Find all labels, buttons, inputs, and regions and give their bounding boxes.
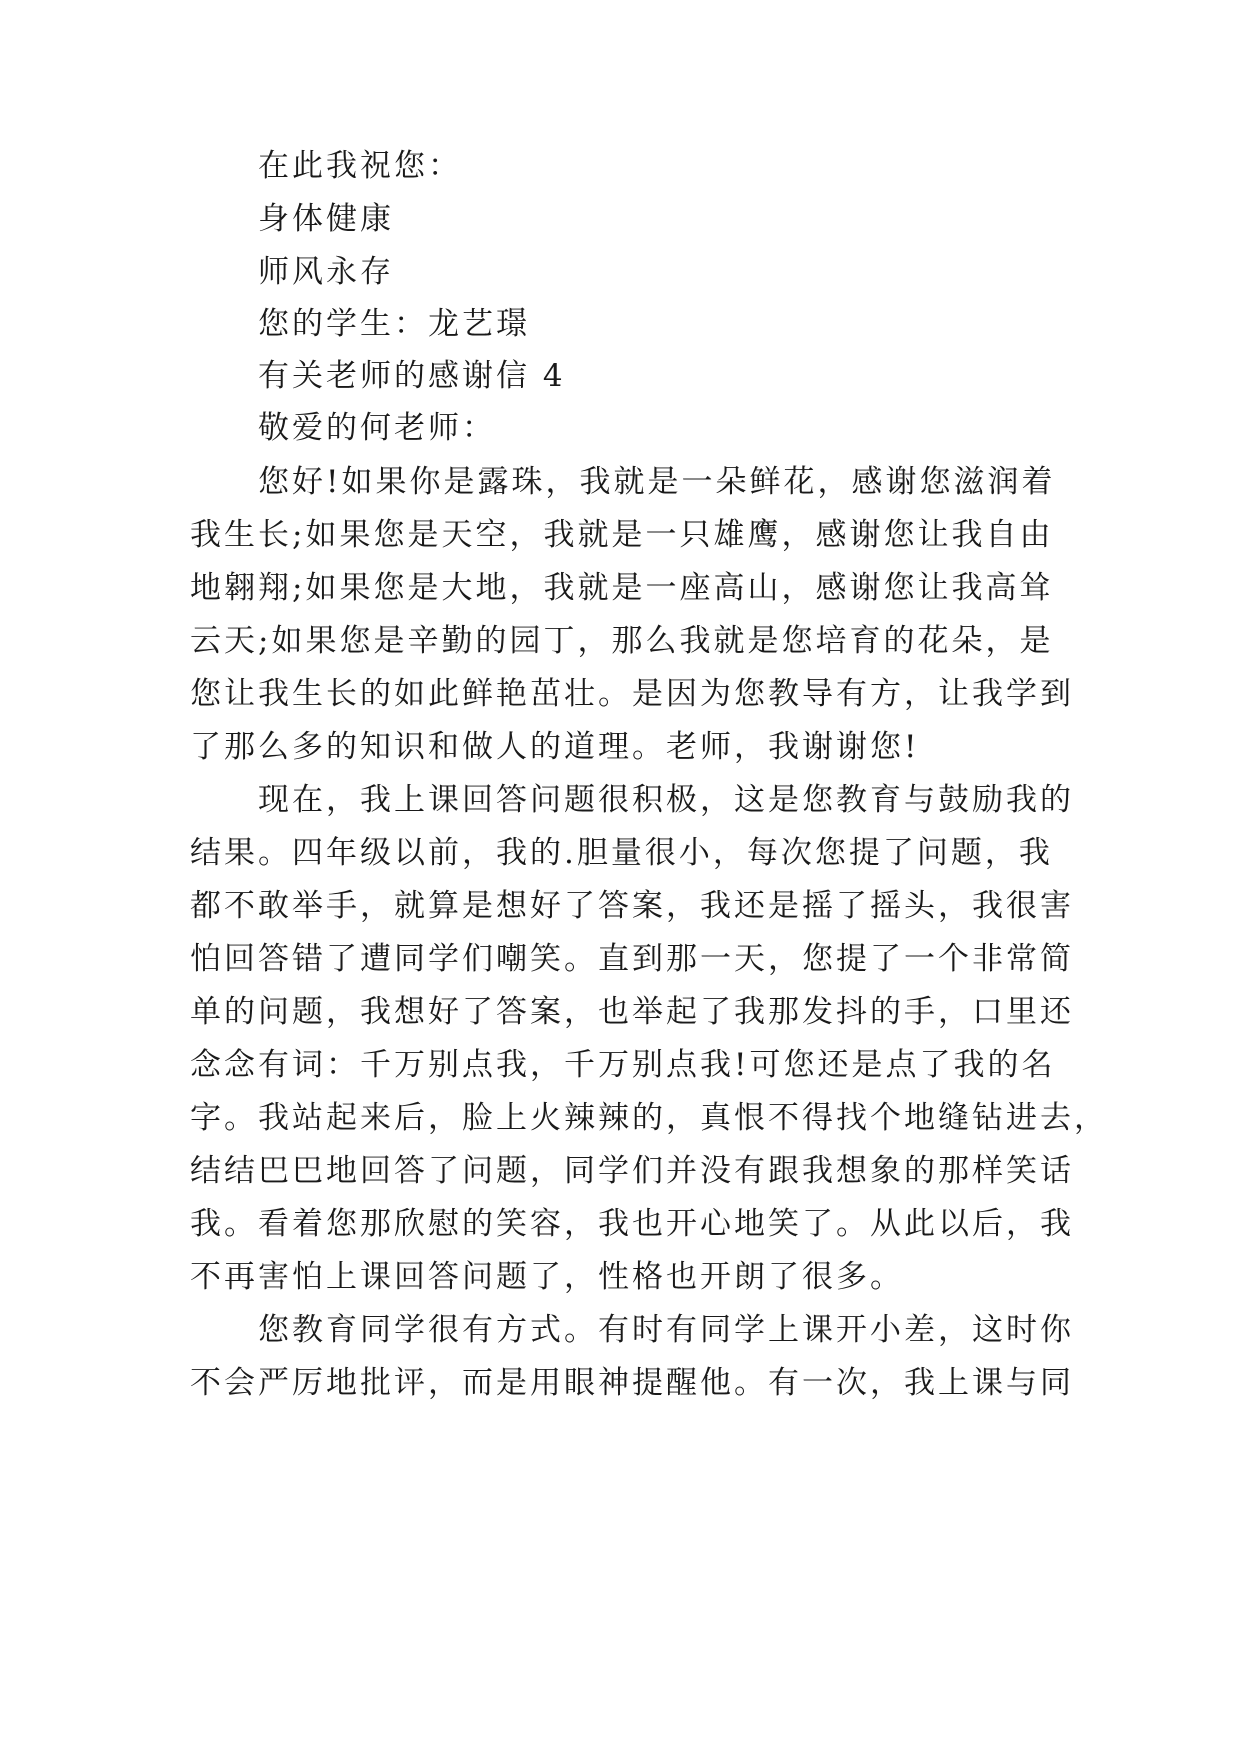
letter-heading: 有关老师的感谢信 4 (258, 358, 566, 394)
paragraph-2-line: 怕回答错了遭同学们嘲笑。直到那一天，您提了一个非常简 (190, 941, 1074, 977)
paragraph-2-line: 结结巴巴地回答了问题，同学们并没有跟我想象的那样笑话 (190, 1153, 1074, 1189)
paragraph-1-line: 您好!如果你是露珠，我就是一朵鲜花，感谢您滋润着 (258, 464, 1056, 500)
paragraph-3-line: 不会严厉地批评，而是用眼神提醒他。有一次，我上课与同 (190, 1365, 1074, 1401)
paragraph-2-line: 字。我站起来后，脸上火辣辣的，真恨不得找个地缝钻进去， (190, 1100, 1108, 1136)
paragraph-1-line: 云天;如果您是辛勤的园丁，那么我就是您培育的花朵，是 (190, 623, 1054, 659)
paragraph-2-line: 我。看着您那欣慰的笑容，我也开心地笑了。从此以后，我 (190, 1206, 1074, 1242)
paragraph-2-line: 单的问题，我想好了答案，也举起了我那发抖的手，口里还 (190, 994, 1074, 1030)
wish-intro: 在此我祝您： (258, 148, 462, 184)
paragraph-2-line: 念念有词：千万别点我，千万别点我!可您还是点了我的名 (190, 1047, 1056, 1083)
paragraph-2-line: 结果。四年级以前，我的.胆量很小，每次您提了问题，我 (190, 835, 1053, 871)
paragraph-1-line: 您让我生长的如此鲜艳茁壮。是因为您教导有方，让我学到 (190, 676, 1074, 712)
wish-health: 身体健康 (258, 201, 394, 237)
salutation: 敬爱的何老师： (258, 410, 496, 446)
paragraph-1-line: 了那么多的知识和做人的道理。老师，我谢谢您! (190, 729, 920, 765)
signature: 您的学生：龙艺璟 (258, 306, 530, 342)
paragraph-2-line: 都不敢举手，就算是想好了答案，我还是摇了摇头，我很害 (190, 888, 1074, 924)
paragraph-3-line: 您教育同学很有方式。有时有同学上课开小差，这时你 (258, 1312, 1074, 1348)
paragraph-1-line: 我生长;如果您是天空，我就是一只雄鹰，感谢您让我自由 (190, 517, 1054, 553)
paragraph-2-line: 现在，我上课回答问题很积极，这是您教育与鼓励我的 (258, 782, 1074, 818)
paragraph-2-line: 不再害怕上课回答问题了，性格也开朗了很多。 (190, 1259, 904, 1295)
wish-teaching-style: 师风永存 (258, 254, 394, 290)
paragraph-1-line: 地翱翔;如果您是大地，我就是一座高山，感谢您让我高耸 (190, 570, 1054, 606)
